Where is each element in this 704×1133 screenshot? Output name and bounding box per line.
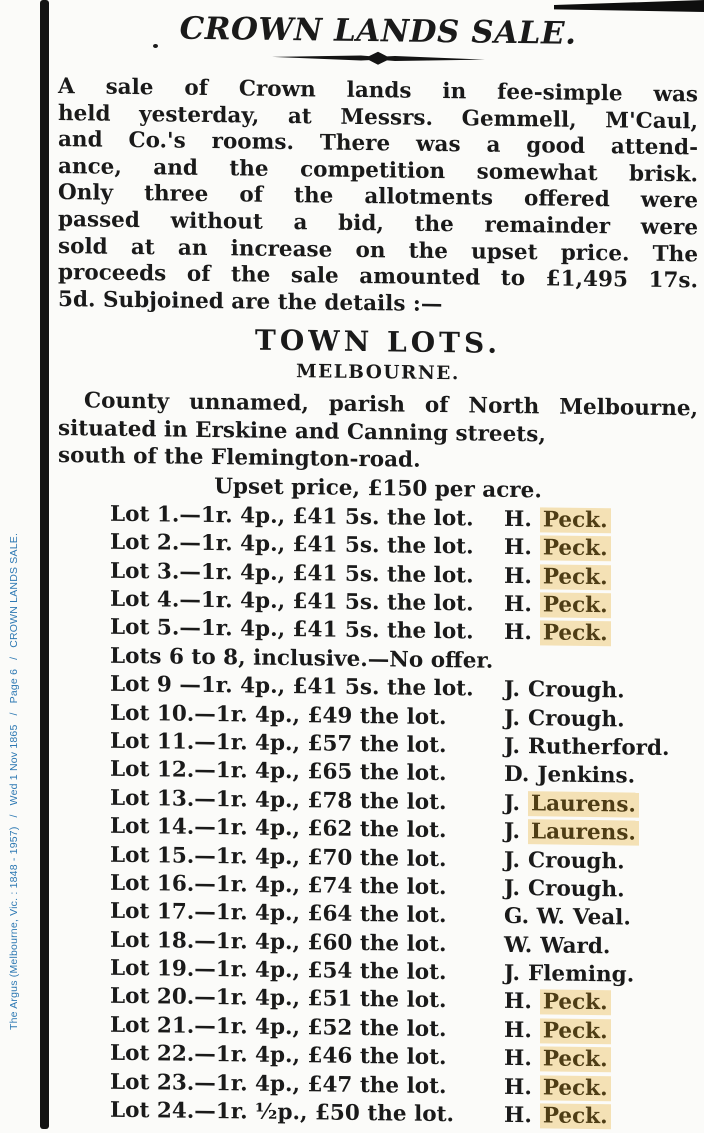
lot-description: Lot 14.—1r. 4p., £62 the lot.: [110, 813, 447, 844]
buyer-surname: Peck.: [540, 1075, 611, 1101]
citation-segment: /: [8, 712, 20, 716]
citation-segment: Wed 1 Nov 1865: [8, 724, 20, 806]
lot-description: Lot 19.—1r. 4p., £54 the lot.: [110, 955, 447, 986]
citation-segment: /: [8, 814, 20, 818]
citation-segment: The Argus (Melbourne, Vic. : 1848 - 1957): [8, 826, 20, 1030]
text-line: 5d. Subjoined are the details :—: [58, 286, 443, 317]
buyer-initials: H.: [504, 563, 532, 589]
lot-description: Lot 2.—1r. 4p., £41 5s. the lot.: [110, 529, 474, 560]
buyer-surname: Peck.: [540, 621, 611, 647]
buyer-initials: J.: [504, 847, 520, 873]
buyer-surname: Crough.: [528, 677, 625, 704]
lot-buyer: [504, 591, 611, 621]
lot-description: Lot 16.—1r. 4p., £74 the lot.: [110, 870, 447, 901]
lot-description: Lot 10.—1r. 4p., £49 the lot.: [110, 700, 447, 730]
buyer-initials: D.: [504, 762, 530, 788]
buyer-surname: Crough.: [528, 705, 625, 733]
lot-description: Lot 22.—1r. 4p., £46 the lot.: [110, 1040, 447, 1071]
buyer-surname: Fleming.: [528, 961, 635, 988]
lot-description: Lot 13.—1r. 4p., £78 the lot.: [110, 785, 447, 815]
lot-buyer: [504, 761, 635, 791]
lot-description: Lot 21.—1r. 4p., £52 the lot.: [110, 1012, 447, 1042]
text-line: Only three of the allotments offered were: [58, 180, 698, 214]
buyer-surname: Crough.: [528, 876, 625, 903]
buyer-initials: H.: [504, 1074, 532, 1100]
buyer-initials: H.: [504, 1102, 532, 1129]
text-line: proceeds of the sale amounted to £1,495 17s.: [58, 260, 698, 294]
lot-description: Lot 11.—1r. 4p., £57 the lot.: [110, 728, 447, 759]
lot-buyer: [504, 1074, 611, 1104]
text-line: A sale of Crown lands in fee-simple was: [58, 74, 698, 108]
lot-buyer: [504, 818, 639, 848]
buyer-surname: Peck.: [540, 507, 611, 533]
location-paragraph: [58, 387, 698, 478]
buyer-surname: Peck.: [540, 990, 611, 1016]
buyer-initials: J.: [504, 705, 520, 731]
lot-buyer: [504, 562, 611, 592]
lot-buyer: [504, 704, 625, 734]
newspaper-column-rule: [40, 0, 49, 1129]
buyer-surname: Peck.: [540, 1047, 611, 1073]
lot-buyer: [504, 676, 625, 706]
lot-description: Lot 9 —1r. 4p., £41 5s. the lot.: [110, 671, 474, 702]
lot-buyer: [504, 932, 610, 962]
upset-price-line: Upset price, £150 per acre.: [214, 473, 542, 504]
buyer-initials: H.: [504, 620, 532, 646]
citation-bar: [8, 533, 20, 1030]
lot-description: Lot 15.—1r. 4p., £70 the lot.: [110, 842, 447, 872]
article-title: CROWN LANDS SALE.: [179, 10, 577, 52]
buyer-surname: Laurens.: [528, 791, 639, 817]
buyer-initials: H.: [504, 1017, 532, 1044]
lot-buyer: [504, 648, 512, 677]
buyer-surname: Ward.: [540, 933, 611, 959]
lot-buyer: [504, 534, 611, 564]
lot-buyer: [504, 619, 611, 649]
buyer-surname: Veal.: [572, 905, 631, 931]
buyer-initials: J.: [504, 875, 520, 901]
lot-buyer: [504, 506, 611, 536]
buyer-initials: H.: [504, 1046, 532, 1072]
text-line: and Co.'s rooms. There was a good attend-: [58, 127, 698, 161]
buyer-initials: W.: [504, 932, 533, 958]
divider-ornament: [271, 50, 486, 67]
buyer-surname: Peck.: [540, 592, 611, 618]
buyer-initials: J.: [504, 733, 520, 760]
section-heading: TOWN LOTS.: [255, 323, 501, 361]
lot-buyer: [504, 1017, 611, 1047]
text-line: situated in Erskine and Canning streets,: [58, 415, 546, 448]
buyer-initials: G. W.: [504, 904, 565, 930]
text-line: ance, and the competition somewhat brisk.: [58, 153, 698, 188]
citation-segment: CROWN LANDS SALE.: [8, 532, 20, 648]
buyer-surname: Peck.: [540, 564, 611, 590]
buyer-surname: Peck.: [540, 1103, 611, 1129]
place-heading: MELBOURNE.: [296, 361, 460, 385]
intro-paragraph: [58, 74, 698, 322]
buyer-surname: Rutherford.: [528, 734, 670, 762]
lot-description: Lot 5.—1r. 4p., £41 5s. the lot.: [110, 615, 474, 645]
text-line: south of the Flemington-road.: [58, 443, 421, 474]
lot-buyer: [504, 733, 670, 764]
buyer-surname: Jenkins.: [537, 762, 636, 789]
lot-description: Lot 12.—1r. 4p., £65 the lot.: [110, 757, 447, 787]
buyer-initials: H.: [504, 506, 532, 533]
text-line: County unnamed, parish of North Melbourne,: [84, 388, 698, 422]
buyer-initials: H.: [504, 989, 532, 1015]
lot-buyer: [504, 846, 625, 876]
lot-buyer: [504, 875, 625, 905]
lot-description: Lot 23.—1r. 4p., £47 the lot.: [110, 1069, 447, 1099]
lot-description: Lots 6 to 8, inclusive.—No offer.: [110, 643, 494, 674]
lot-description: Lot 4.—1r. 4p., £41 5s. the lot.: [110, 586, 474, 617]
newspaper-article: [56, 0, 700, 1133]
lot-buyer: [504, 1045, 611, 1075]
buyer-initials: J.: [504, 677, 520, 703]
buyer-surname: Crough.: [528, 847, 625, 874]
buyer-surname: Peck.: [540, 536, 611, 562]
lot-buyer: [504, 1102, 611, 1132]
buyer-initials: J.: [504, 960, 520, 987]
buyer-initials: J.: [504, 790, 520, 816]
lot-buyer: [504, 988, 611, 1018]
text-line: held yesterday, at Messrs. Gemmell, M'Caul,: [58, 100, 698, 134]
lot-buyer: [504, 790, 639, 820]
buyer-surname: Peck.: [540, 1018, 611, 1044]
lot-description: Lot 24.—1r. ½p., £50 the lot.: [110, 1097, 454, 1128]
lot-buyer: [504, 960, 634, 990]
lot-description: Lot 17.—1r. 4p., £64 the lot.: [110, 899, 447, 929]
citation-segment: /: [8, 656, 20, 660]
citation-segment: Page 6: [8, 668, 20, 704]
lot-buyer: [504, 903, 631, 933]
buyer-initials: H.: [504, 591, 532, 618]
lot-description: Lot 1.—1r. 4p., £41 5s. the lot.: [110, 501, 474, 532]
lot-description: Lot 3.—1r. 4p., £41 5s. the lot.: [110, 558, 474, 589]
buyer-initials: J.: [504, 819, 520, 845]
lot-description: Lot 20.—1r. 4p., £51 the lot.: [110, 984, 447, 1014]
lot-description: Lot 18.—1r. 4p., £60 the lot.: [110, 927, 447, 957]
lot-list: [56, 500, 700, 1133]
buyer-surname: Laurens.: [528, 819, 639, 845]
text-line: passed without a bid, the remainder were: [58, 206, 698, 241]
text-line: sold at an increase on the upset price. The: [58, 233, 698, 267]
buyer-initials: H.: [504, 535, 532, 561]
